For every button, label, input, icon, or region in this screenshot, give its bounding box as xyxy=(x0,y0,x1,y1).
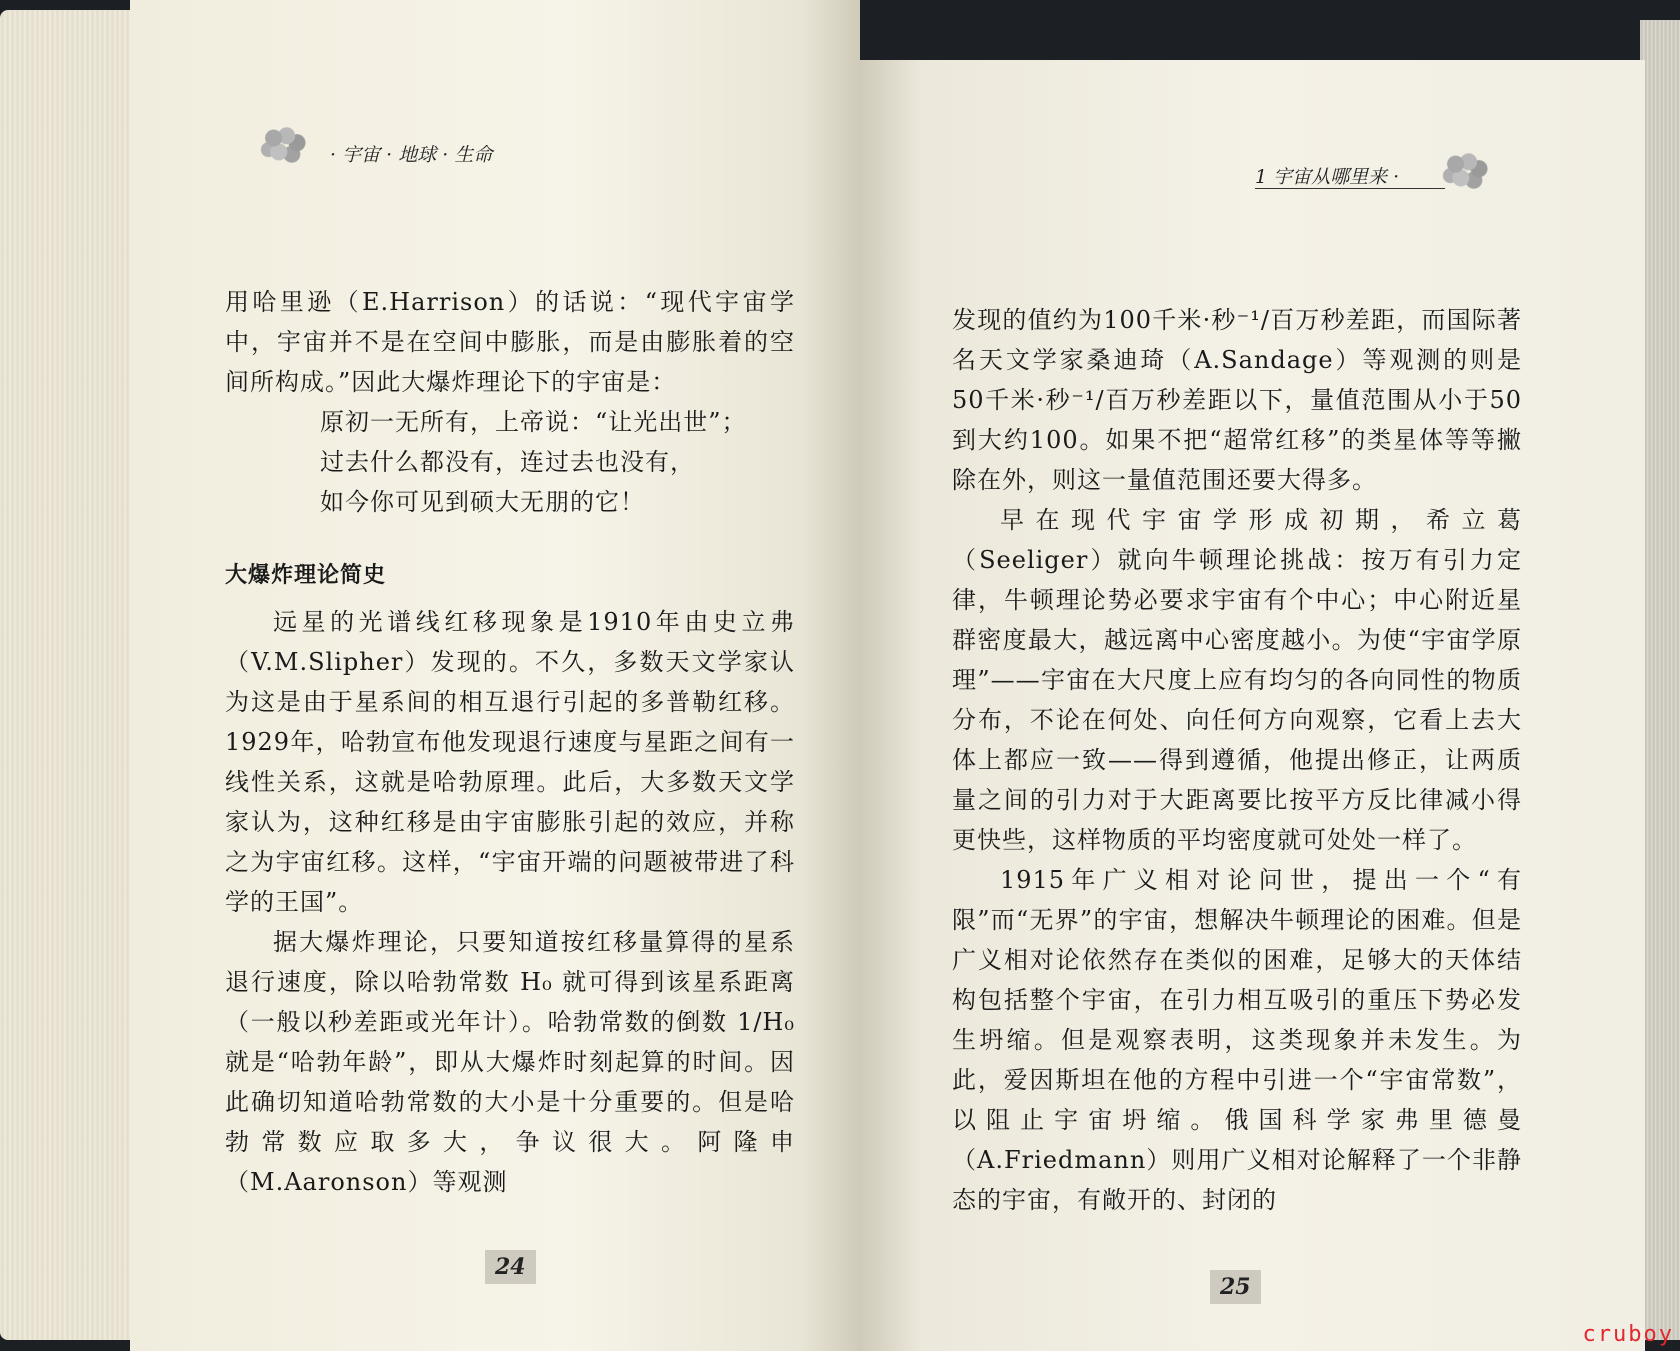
paragraph: 1915年广义相对论问世，提出一个“有限”而“无界”的宇宙，想解决牛顿理论的困难。但是广义相对论依然存在类似的困难，足够大的天体结构包括整个宇宙，在引力相互吸引的重压下势必发生坍缩。但是观察表明，这类现象并未发生。为此，爱因斯坦在他的方程中引进一个“宇宙常数”，以阻止宇宙坍缩。俄国科学家弗里德曼（A.Friedmann）则用广义相对论解释了一个非静态的宇宙，有敞开的、封闭的 xyxy=(952,866,1522,1214)
poem-line: 过去什么都没有，连过去也没有， xyxy=(320,448,695,476)
running-head: 1 宇宙从哪里来 · xyxy=(1255,166,1400,188)
paragraph: 远星的光谱线红移现象是1910年由史立弗（V.M.Slipher）发现的。不久，多数天文学家认为这是由于星系间的相互退行引起的多普勒红移。1929年，哈勃宣布他发现退行速度与星距之间有一线性关系，这就是哈勃原理。此后，大多数天文学家认为，这种红移是由宇宙膨胀引起的效应，并称之为宇宙红移。这样，“宇宙开端的问题被带进了科学的王国”。 xyxy=(225,608,795,916)
left-page xyxy=(130,0,860,1351)
section-title: 大爆炸理论简史 xyxy=(225,563,387,588)
molecule-emblem-icon xyxy=(1440,148,1492,194)
poem-line: 如今你可见到硕大无朋的它！ xyxy=(320,488,645,516)
page-number: 24 xyxy=(485,1250,536,1284)
page-edges-left xyxy=(0,10,150,1340)
paragraph: 发现的值约为100千米·秒⁻¹/百万秒差距，而国际著名天文学家桑迪琦（A.Sandage）等观测的则是50千米·秒⁻¹/百万秒差距以下，量值范围从小于50到大约100。如果不把“超常红移”的类星体等等撇除在外，则这一量值范围还要大得多。 xyxy=(952,306,1522,494)
molecule-emblem-icon xyxy=(258,122,310,168)
right-body xyxy=(952,300,1522,1220)
paragraph: 用哈里逊（E.Harrison）的话说：“现代宇宙学中，宇宙并不是在空间中膨胀，而是由膨胀着的空间所构成。”因此大爆炸理论下的宇宙是： xyxy=(225,288,795,396)
running-head: · 宇宙 · 地球 · 生命 xyxy=(330,144,493,166)
poem-line: 原初一无所有，上帝说：“让光出世”； xyxy=(320,408,747,436)
header-rule xyxy=(1255,188,1445,189)
paragraph: 早在现代宇宙学形成初期，希立葛（Seeliger）就向牛顿理论挑战：按万有引力定律，牛顿理论势必要求宇宙有个中心；中心附近星群密度最大，越远离中心密度越小。为使“宇宙学原理”——宇宙在大尺度上应有均匀的各向同性的物质分布，不论在何处、向任何方向观察，它看上去大体上都应一致——得到遵循，他提出修正，让两质量之间的引力对于大距离要比按平方反比律减小得更快些，这样物质的平均密度就可处处一样了。 xyxy=(952,506,1522,854)
paragraph: 据大爆炸理论，只要知道按红移量算得的星系退行速度，除以哈勃常数 H₀ 就可得到该星系距离（一般以秒差距或光年计）。哈勃常数的倒数 1/H₀ 就是“哈勃年龄”，即从大爆炸时刻起算的时间。因此确切知道哈勃常数的大小是十分重要的。但是哈勃常数应取多大，争议很大。阿隆申（M.Aaronson）等观测 xyxy=(225,928,795,1196)
watermark: cruboy xyxy=(1582,1322,1674,1347)
right-page xyxy=(860,60,1645,1351)
page-edges-right xyxy=(1640,20,1680,1340)
left-body xyxy=(225,282,795,1202)
poem xyxy=(225,402,795,522)
page-number: 25 xyxy=(1210,1270,1261,1304)
